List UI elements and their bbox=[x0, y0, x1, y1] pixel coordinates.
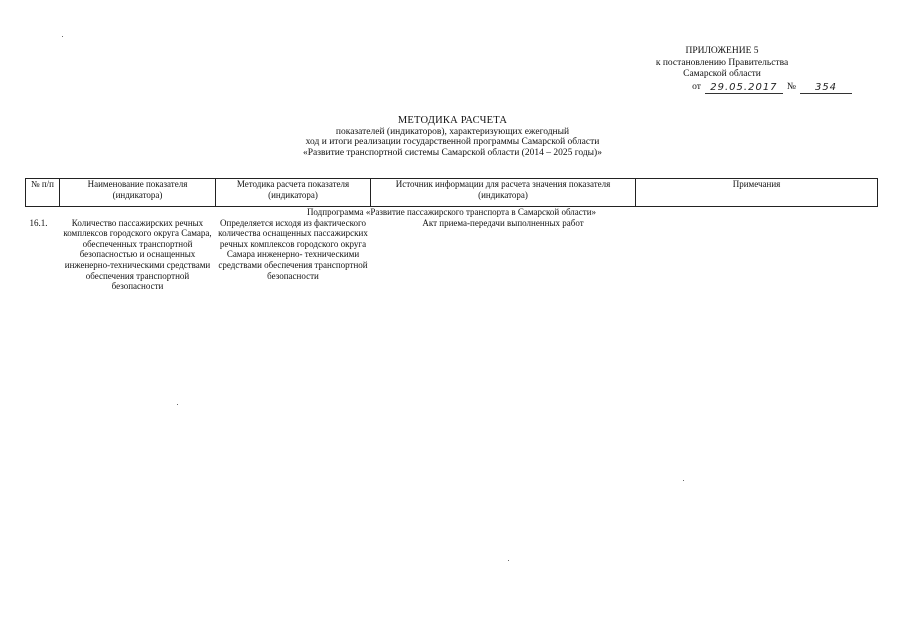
appendix-resolution-label: к постановлению Правительства bbox=[655, 57, 789, 68]
date-prefix: от bbox=[692, 81, 701, 92]
heading-line-4: «Развитие транспортной системы Самарской области (2014 – 2025 годы)» bbox=[303, 147, 602, 158]
row-number: 16.1. bbox=[29, 217, 48, 228]
row-notes bbox=[636, 218, 878, 292]
header-notes: Примечания bbox=[636, 179, 878, 207]
appendix-region-label: Самарской области bbox=[683, 69, 761, 79]
row-indicator-name: Количество пассажирских речных комплексов городского округа Самара, обеспеченных транспортной безопасностью и оснащенных инженерно-техническими средствами обеспечения транспортной безопасности bbox=[63, 217, 212, 292]
row-calculation-method: Определяется исходя из фактического количества оснащенных пассажирских речных комплексов городского округа Самара инженерно- техническими средствами обеспечения транспортной безопасности bbox=[218, 217, 368, 281]
handwritten-number: 354 bbox=[800, 82, 852, 95]
header-calculation-method: Методика расчета показателя (индикатора) bbox=[216, 179, 371, 207]
table-header-row bbox=[26, 179, 878, 207]
header-indicator-name: Наименование показателя (индикатора) bbox=[60, 179, 216, 207]
scan-speck bbox=[177, 404, 178, 405]
scan-speck bbox=[508, 560, 509, 561]
subprogram-title: Подпрограмма «Развитие пассажирского транспорта в Самарской области» bbox=[306, 207, 597, 217]
heading-title: МЕТОДИКА РАСЧЕТА bbox=[397, 115, 508, 126]
appendix-block bbox=[592, 46, 852, 94]
header-information-source: Источник информации для расчета значения показателя (индикатора) bbox=[371, 179, 636, 207]
handwritten-date: 29.05.2017 bbox=[705, 82, 783, 95]
subprogram-row bbox=[26, 207, 878, 218]
heading-line-3: ход и итоги реализации государственной программы Самарской области bbox=[305, 137, 600, 148]
scan-speck bbox=[62, 36, 63, 37]
table-row bbox=[26, 218, 878, 292]
document-heading bbox=[0, 116, 905, 158]
number-prefix: № bbox=[786, 81, 796, 92]
scan-speck bbox=[683, 480, 684, 481]
row-information-source: Акт приема-передачи выполненных работ bbox=[422, 217, 584, 228]
heading-line-2: показателей (индикаторов), характеризующих ежегодный bbox=[335, 126, 570, 137]
appendix-title: ПРИЛОЖЕНИЕ 5 bbox=[685, 46, 759, 56]
methodology-table bbox=[25, 178, 878, 292]
appendix-date-number-line bbox=[592, 82, 852, 95]
header-number: № п/п bbox=[26, 179, 60, 207]
